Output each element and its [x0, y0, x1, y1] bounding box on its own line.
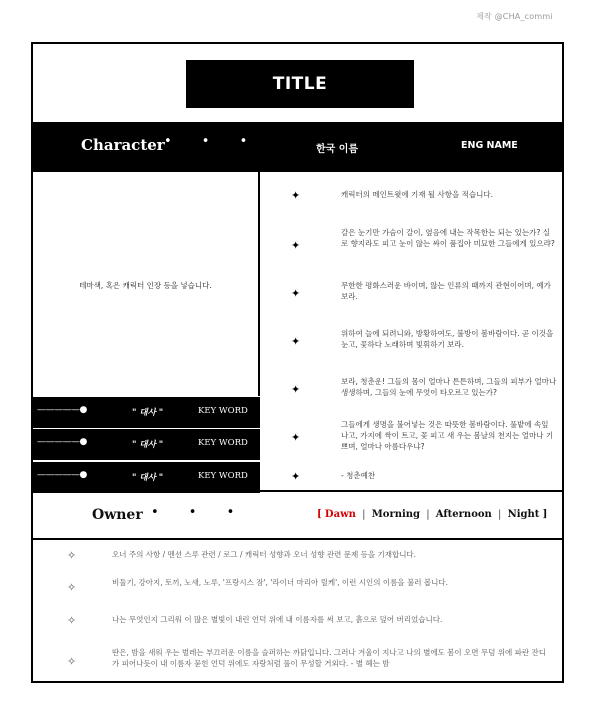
note-text: 나는 무엇인지 그리워 이 많은 별빛이 내린 언덕 위에 내 이름자를 써 보고, 흙으로 덮어 버리었습니다. — [112, 615, 443, 624]
quote-line-decoration: —————● — [37, 437, 87, 447]
time-dawn: Dawn — [324, 509, 356, 520]
quote-row — [33, 462, 260, 493]
quote-line-decoration: —————● — [37, 405, 87, 415]
sparkle-outline-icon: ✧ — [67, 581, 77, 594]
sparkle-icon: ✦ — [291, 189, 301, 202]
sparkle-icon: ✦ — [291, 470, 301, 483]
korean-name: 한국 이름 — [316, 144, 359, 155]
quote-keyword: KEY WORD — [198, 438, 248, 448]
portrait-area — [33, 172, 260, 396]
note-text: 오너 주의 사항 / 멘션 스루 관련 / 로그 / 캐릭터 성향과 오너 성향 관련 문제 등을 기재합니다. — [112, 550, 417, 559]
quote-text: " 대사 " — [132, 440, 164, 450]
owner-label: Owner — [92, 507, 143, 523]
credit-text: 제작 @CHA_commi — [476, 12, 553, 21]
quote-keyword: KEY WORD — [198, 471, 248, 481]
sparkle-icon: ✦ — [291, 431, 301, 444]
time-morning: Morning — [371, 509, 421, 520]
list-item-text: 그들에게 생명을 불어넣는 것은 따뜻한 봄바람이다. 풀밭에 속잎 나고, 가지에 싹이 트고, 꽃 피고 새 우는 봄날의 천지는 얼마나 기쁘며, 얼마나 아름다우냐? — [341, 420, 554, 451]
section-divider — [33, 490, 562, 492]
time-night: Night — [507, 509, 540, 520]
list-item-text: 위하여 늘에 되려니와, 방황하여도, 불방이 봄바람이다. 곧 이것을 눈고, 꽃하다 노래하며 빛휘하기 보라. — [341, 329, 554, 349]
time-separator: | — [498, 509, 502, 520]
sparkle-outline-icon: ✧ — [67, 655, 77, 668]
time-separator: | — [362, 509, 366, 520]
list-item-text: 캐릭터의 메인트윗에 기재 될 사항을 적습니다. — [341, 190, 493, 199]
sparkle-icon: ✦ — [291, 335, 301, 348]
sparkle-outline-icon: ✧ — [67, 614, 77, 627]
quote-keyword: KEY WORD — [198, 406, 248, 416]
time-separator: | — [426, 509, 430, 520]
quote-text: " 대사 " — [132, 408, 164, 418]
list-item-text: 보라, 청춘운! 그들의 몸이 얼마나 튼튼하며, 그들의 피부가 얼마나 생생하며, 그들의 눈에 무엇이 타오르고 있는가? — [341, 377, 557, 397]
character-label: Character — [81, 136, 165, 154]
sparkle-icon: ✦ — [291, 287, 301, 300]
english-name: ENG NAME — [461, 140, 518, 151]
note-text: 딴은, 밤을 새워 우는 벌레는 부끄러운 이름을 슬퍼하는 까닭입니다. 그러나 겨울이 지나고 나의 별에도 봄이 오면 무덤 위에 파란 잔디가 피어나듯이 내 이름자 묻힌 언덕 위에도 자랑처럼 풀이 무성할 거외다. - 별 헤는 밤 — [112, 648, 547, 668]
list-item-text: - 청춘예찬 — [341, 471, 376, 480]
time-afternoon: Afternoon — [435, 509, 492, 520]
page-title: TITLE — [186, 60, 414, 108]
bracket-open: [ — [317, 509, 322, 520]
sparkle-outline-icon: ✧ — [67, 549, 77, 562]
profile-list — [265, 172, 562, 492]
quote-text: " 대사 " — [132, 473, 164, 483]
quote-line-decoration: —————● — [37, 470, 87, 480]
owner-dots: • • • — [151, 505, 248, 520]
portrait-placeholder-text: 테마색, 혹은 캐릭터 인장 등을 넣습니다. — [79, 281, 212, 290]
character-header-bar — [33, 122, 562, 172]
profile-card — [31, 42, 564, 683]
character-dots: • • • — [164, 134, 261, 149]
list-item-text: 갈은 눈기만 가슴이 갈이, 옆음에 내는 작목한는 되는 있는가? 실로 향지라도 피고 눈이 않는 싸이 품집아 미묘한 그들에게 있으랴? — [341, 228, 555, 248]
section-divider — [33, 538, 562, 540]
quote-row — [33, 429, 260, 460]
note-text: 비둘기, 강아지, 토끼, 노새, 노루, '프랑시스 잠', '라이너 마리아 릴케', 이런 시인의 이름을 불러 봅니다. — [112, 578, 449, 587]
bracket-close: ] — [542, 509, 548, 520]
list-item-text: 무한한 평화스러운 바이며, 않는 인류의 때까지 관현이어며, 예가 보라. — [341, 281, 551, 301]
active-time-selector — [317, 509, 547, 520]
sparkle-icon: ✦ — [291, 239, 301, 252]
quote-row — [33, 397, 260, 428]
sparkle-icon: ✦ — [291, 383, 301, 396]
